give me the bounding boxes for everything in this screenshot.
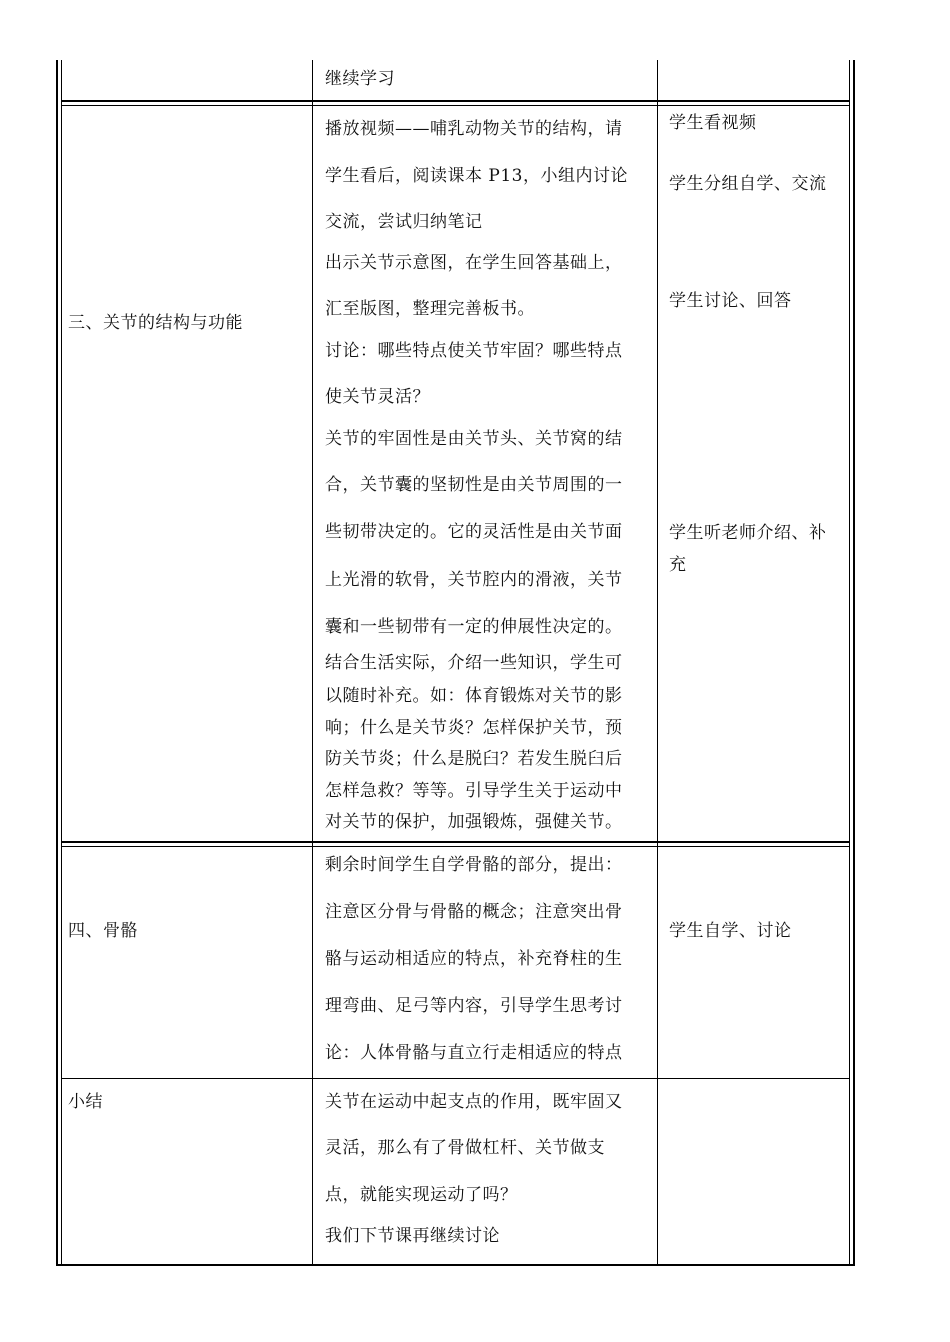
content-line: 灵活，那么有了骨做杠杆、关节做支 bbox=[325, 1138, 605, 1158]
content-line: 汇至版图，整理完善板书。 bbox=[325, 299, 535, 319]
row-divider-2 bbox=[62, 841, 850, 843]
section-title: 四、骨骼 bbox=[68, 921, 138, 941]
content-line: 响；什么是关节炎？怎样保护关节，预 bbox=[325, 718, 623, 738]
table-border-right-outer bbox=[853, 60, 855, 1265]
content-line: 怎样急救？等等。引导学生关于运动中 bbox=[325, 781, 623, 801]
content-line: 些韧带决定的。它的灵活性是由关节面 bbox=[325, 522, 623, 542]
content-line: 合，关节囊的坚韧性是由关节周围的一 bbox=[325, 475, 623, 495]
activity-line: 学生看视频 bbox=[669, 113, 757, 133]
content-line: 点，就能实现运动了吗？ bbox=[325, 1185, 518, 1205]
row-divider-1 bbox=[62, 100, 850, 102]
content-line: 出示关节示意图，在学生回答基础上， bbox=[325, 253, 623, 273]
row-divider-1b bbox=[62, 105, 850, 106]
section-title: 小结 bbox=[68, 1092, 103, 1112]
content-line: 关节在运动中起支点的作用，既牢固又 bbox=[325, 1092, 623, 1112]
row-divider-2b bbox=[62, 846, 850, 847]
content-line: 讨论：哪些特点使关节牢固？哪些特点 bbox=[325, 341, 623, 361]
content-line: 播放视频——哺乳动物关节的结构，请 bbox=[325, 119, 623, 139]
row-divider-3 bbox=[62, 1078, 850, 1079]
content-line: 对关节的保护，加强锻炼，强健关节。 bbox=[325, 812, 623, 832]
content-line: 交流，尝试归纳笔记 bbox=[325, 212, 483, 232]
content-line: 论：人体骨骼与直立行走相适应的特点 bbox=[325, 1043, 623, 1063]
content-line: 继续学习 bbox=[325, 69, 395, 89]
content-line: 骼与运动相适应的特点，补充脊柱的生 bbox=[325, 949, 623, 969]
table-border-right-inner bbox=[849, 60, 850, 1265]
content-line: 防关节炎；什么是脱臼？若发生脱臼后 bbox=[325, 749, 623, 769]
activity-line: 学生听老师介绍、补 bbox=[669, 523, 827, 543]
activity-line: 学生分组自学、交流 bbox=[669, 174, 827, 194]
content-line: 学生看后，阅读课本 P13，小组内讨论 bbox=[325, 166, 628, 186]
activity-line: 充 bbox=[669, 555, 687, 575]
column-divider-1 bbox=[312, 60, 313, 1265]
table-border-bottom bbox=[56, 1264, 855, 1266]
table-border-left-outer bbox=[56, 60, 58, 1265]
section-title: 三、关节的结构与功能 bbox=[68, 313, 243, 333]
content-line: 使关节灵活？ bbox=[325, 387, 430, 407]
content-line: 剩余时间学生自学骨骼的部分，提出： bbox=[325, 855, 623, 875]
content-line: 注意区分骨与骨骼的概念；注意突出骨 bbox=[325, 902, 623, 922]
activity-line: 学生自学、讨论 bbox=[669, 921, 792, 941]
table-border-left-inner bbox=[61, 60, 62, 1265]
content-line: 上光滑的软骨，关节腔内的滑液，关节 bbox=[325, 570, 623, 590]
activity-line: 学生讨论、回答 bbox=[669, 291, 792, 311]
content-line: 关节的牢固性是由关节头、关节窝的结 bbox=[325, 429, 623, 449]
content-line: 囊和一些韧带有一定的伸展性决定的。 bbox=[325, 617, 623, 637]
content-line: 结合生活实际，介绍一些知识，学生可 bbox=[325, 653, 623, 673]
content-line: 我们下节课再继续讨论 bbox=[325, 1226, 500, 1246]
content-line: 以随时补充。如：体育锻炼对关节的影 bbox=[325, 686, 623, 706]
column-divider-2 bbox=[657, 60, 658, 1265]
content-line: 理弯曲、足弓等内容，引导学生思考讨 bbox=[325, 996, 623, 1016]
